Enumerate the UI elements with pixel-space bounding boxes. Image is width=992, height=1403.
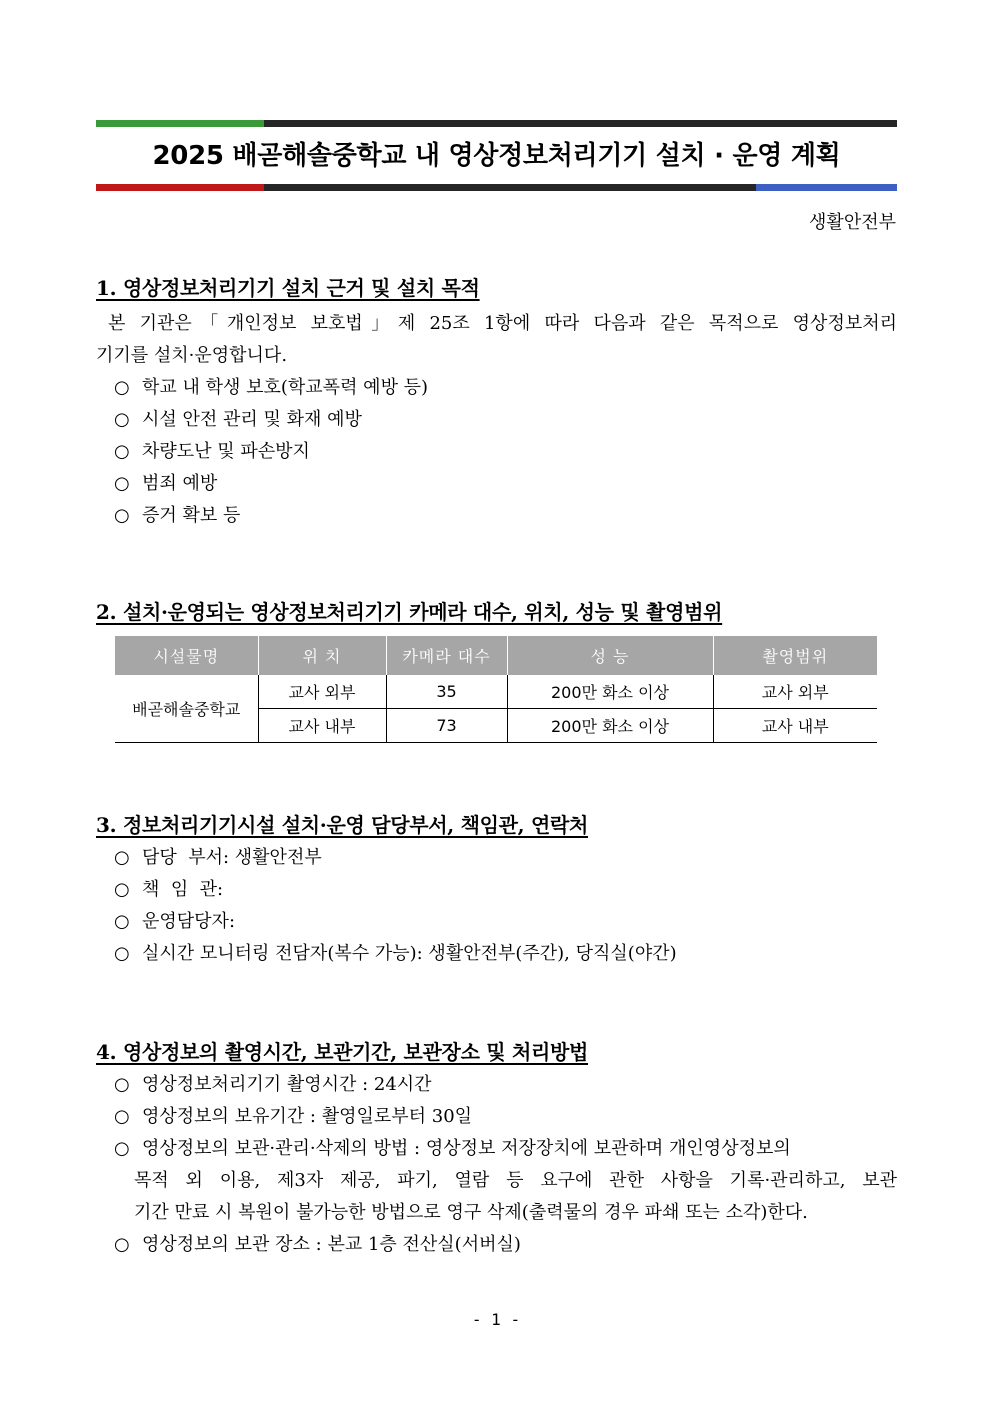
- title-bar-top-green: [96, 120, 264, 127]
- header-performance: 성 능: [507, 636, 713, 675]
- section3-item: ○ 담당 부서: 생활안전부: [114, 842, 322, 874]
- title-bar-top-dark: [264, 120, 897, 127]
- location-cell: 교사 내부: [258, 709, 386, 743]
- section4-item: ○ 영상정보의 보관·관리·삭제의 방법 : 영상정보 저장장치에 보관하며 개인영상정보의: [114, 1133, 897, 1165]
- circle-bullet-icon: ○: [114, 847, 130, 868]
- title-bar-bottom-blue: [756, 184, 897, 191]
- circle-bullet-icon: ○: [114, 1106, 130, 1127]
- header-location: 위 치: [258, 636, 386, 675]
- title-bar-bottom-dark: [264, 184, 756, 191]
- circle-bullet-icon: ○: [114, 911, 130, 932]
- section4-item: ○ 영상정보의 보관 장소 : 본교 1층 전산실(서버실): [114, 1229, 521, 1261]
- circle-bullet-icon: ○: [114, 409, 130, 430]
- circle-bullet-icon: ○: [114, 377, 130, 398]
- section4-item: ○ 영상정보처리기기 촬영시간 : 24시간: [114, 1069, 432, 1101]
- section1-heading: 1. 영상정보처리기기 설치 근거 및 설치 목적: [96, 276, 480, 300]
- section3-heading: 3. 정보처리기기시설 설치·운영 담당부서, 책임관, 연락처: [96, 813, 589, 837]
- location-cell: 교사 외부: [258, 675, 386, 709]
- section1-item: ○ 범죄 예방: [114, 468, 217, 500]
- section1-intro-line2: 기기를 설치·운영합니다.: [96, 345, 288, 366]
- table-header-row: [115, 636, 877, 675]
- section3-item: ○ 실시간 모니터링 전담자(복수 가능): 생활안전부(주간), 당직실(야간): [114, 938, 677, 970]
- range-cell: 교사 내부: [713, 709, 877, 743]
- facility-cell: 배곧해솔중학교: [115, 675, 258, 743]
- circle-bullet-icon: ○: [114, 505, 130, 526]
- section3-item: ○ 운영담당자:: [114, 906, 235, 938]
- document-title: 2025 배곧해솔중학교 내 영상정보처리기기 설치 · 운영 계획: [152, 141, 841, 171]
- header-range: 촬영범위: [713, 636, 877, 675]
- performance-cell: 200만 화소 이상: [507, 709, 713, 743]
- circle-bullet-icon: ○: [114, 1234, 130, 1255]
- table-row: [115, 675, 877, 709]
- circle-bullet-icon: ○: [114, 879, 130, 900]
- page-number: - 1 -: [471, 1310, 521, 1329]
- department-label: 생활안전부: [809, 212, 896, 233]
- count-cell: 35: [386, 675, 507, 709]
- section1-item: ○ 시설 안전 관리 및 화재 예방: [114, 404, 362, 436]
- section4-item-continuation: 목적 외 이용, 제3자 제공, 파기, 열람 등 요구에 관한 사항을 기록·관리하고, 보관: [134, 1170, 897, 1191]
- section1-intro-line1: 본 기관은「개인정보 보호법」제 25조 1항에 따라 다음과 같은 목적으로 영상정보처리: [108, 313, 897, 334]
- count-cell: 73: [386, 709, 507, 743]
- section4-item: ○ 영상정보의 보유기간 : 촬영일로부터 30일: [114, 1101, 472, 1133]
- header-camera-count: 카메라 대수: [386, 636, 507, 675]
- circle-bullet-icon: ○: [114, 473, 130, 494]
- section1-item: ○ 증거 확보 등: [114, 500, 240, 532]
- section3-item: ○ 책 임 관:: [114, 874, 223, 906]
- performance-cell: 200만 화소 이상: [507, 675, 713, 709]
- camera-table: [115, 636, 877, 743]
- section4-item-continuation: 기간 만료 시 복원이 불가능한 방법으로 영구 삭제(출력물의 경우 파쇄 또는 소각)한다.: [134, 1202, 808, 1223]
- circle-bullet-icon: ○: [114, 441, 130, 462]
- title-bar-bottom-red: [96, 184, 264, 191]
- section4-heading: 4. 영상정보의 촬영시간, 보관기간, 보관장소 및 처리방법: [96, 1040, 589, 1064]
- section2-heading: 2. 설치·운영되는 영상정보처리기기 카메라 대수, 위치, 성능 및 촬영범위: [96, 600, 723, 624]
- circle-bullet-icon: ○: [114, 1138, 130, 1159]
- section1-item: ○ 차량도난 및 파손방지: [114, 436, 310, 468]
- range-cell: 교사 외부: [713, 675, 877, 709]
- section1-item: ○ 학교 내 학생 보호(학교폭력 예방 등): [114, 372, 428, 404]
- header-facility: 시설물명: [115, 636, 258, 675]
- circle-bullet-icon: ○: [114, 1074, 130, 1095]
- circle-bullet-icon: ○: [114, 943, 130, 964]
